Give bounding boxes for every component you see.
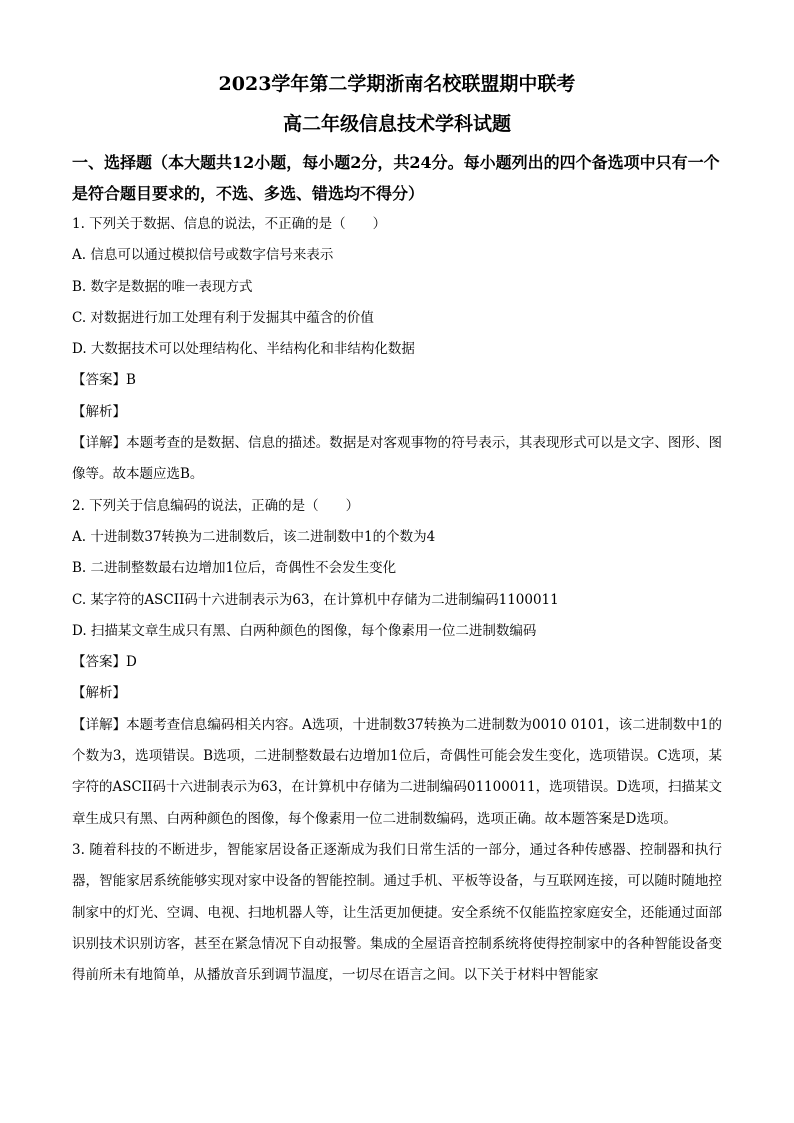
option-a: A. 十进制数37转换为二进制数后，该二进制数中1的个数为4 [72, 528, 436, 545]
question-1 [72, 209, 722, 491]
question-2 [72, 491, 722, 835]
option-c: C. 对数据进行加工处理有利于发掘其中蕴含的价值 [72, 309, 374, 326]
detail-explanation: 【详解】本题考查的是数据、信息的描述。数据是对客观事物的符号表示，其表现形式可以是文字、图形、图像等。故本题应选B。 [72, 435, 722, 483]
exam-content [72, 147, 722, 991]
answer-label: 【答案】D [72, 654, 137, 671]
question-material: 3. 随着科技的不断进步，智能家居设备正逐渐成为我们日常生活的一部分，通过各种传感器、控制器和执行器，智能家居系统能够实现对家中设备的智能控制。通过手机、平板等设备，与互联网连接，可以随时随地控制家中的灯光、空调、电视、扫地机器人等，让生活更加便捷。安全系统不仅能监控家庭安全，还能通过面部识别技术识别访客，甚至在紧急情况下自动报警。集成的全屋语音控制系统将使得控制家中的各种智能设备变得前所未有地简单，从播放音乐到调节温度，一切尽在语言之间。以下关于材料中智能家 [72, 841, 722, 984]
analysis-label: 【解析】 [72, 685, 126, 702]
option-b: B. 二进制整数最右边增加1位后，奇偶性不会发生变化 [72, 560, 397, 577]
exam-title: 2023学年第二学期浙南名校联盟期中联考 [218, 73, 576, 95]
option-a: A. 信息可以通过模拟信号或数字信号来表示 [72, 247, 334, 264]
question-stem: 1. 下列关于数据、信息的说法，不正确的是（ ） [72, 216, 387, 232]
exam-subtitle: 高二年级信息技术学科试题 [282, 113, 511, 135]
answer-label: 【答案】B [72, 372, 136, 389]
detail-explanation: 【详解】本题考查信息编码相关内容。A选项，十进制数37转换为二进制数为0010 0101，该二进制数中1的个数为3，选项错误。B选项，二进制整数最右边增加1位后，奇偶性可能会发生变化，选项错误。C选项，某字符的ASCII码十六进制表示为63，在计算机中存储为二进制编码01100011，选项错误。D选项，扫描某文章生成只有黑、白两种颜色的图像，每个像素用一位二进制数编码，选项正确。故本题答案是D选项。 [72, 716, 722, 827]
section-heading: 一、选择题（本大题共12小题，每小题2分，共24分。每小题列出的四个备选项中只有一个是符合题目要求的，不选、多选、错选均不得分） [72, 153, 720, 203]
option-c: C. 某字符的ASCII码十六进制表示为63，在计算机中存储为二进制编码1100011 [72, 591, 559, 608]
question-3 [72, 835, 722, 991]
option-b: B. 数字是数据的唯一表现方式 [72, 278, 253, 295]
question-stem: 2. 下列关于信息编码的说法，正确的是（ ） [72, 497, 360, 514]
option-d: D. 扫描某文章生成只有黑、白两种颜色的图像，每个像素用一位二进制数编码 [72, 622, 537, 639]
option-d: D. 大数据技术可以处理结构化、半结构化和非结构化数据 [72, 341, 415, 358]
analysis-label: 【解析】 [72, 403, 126, 420]
